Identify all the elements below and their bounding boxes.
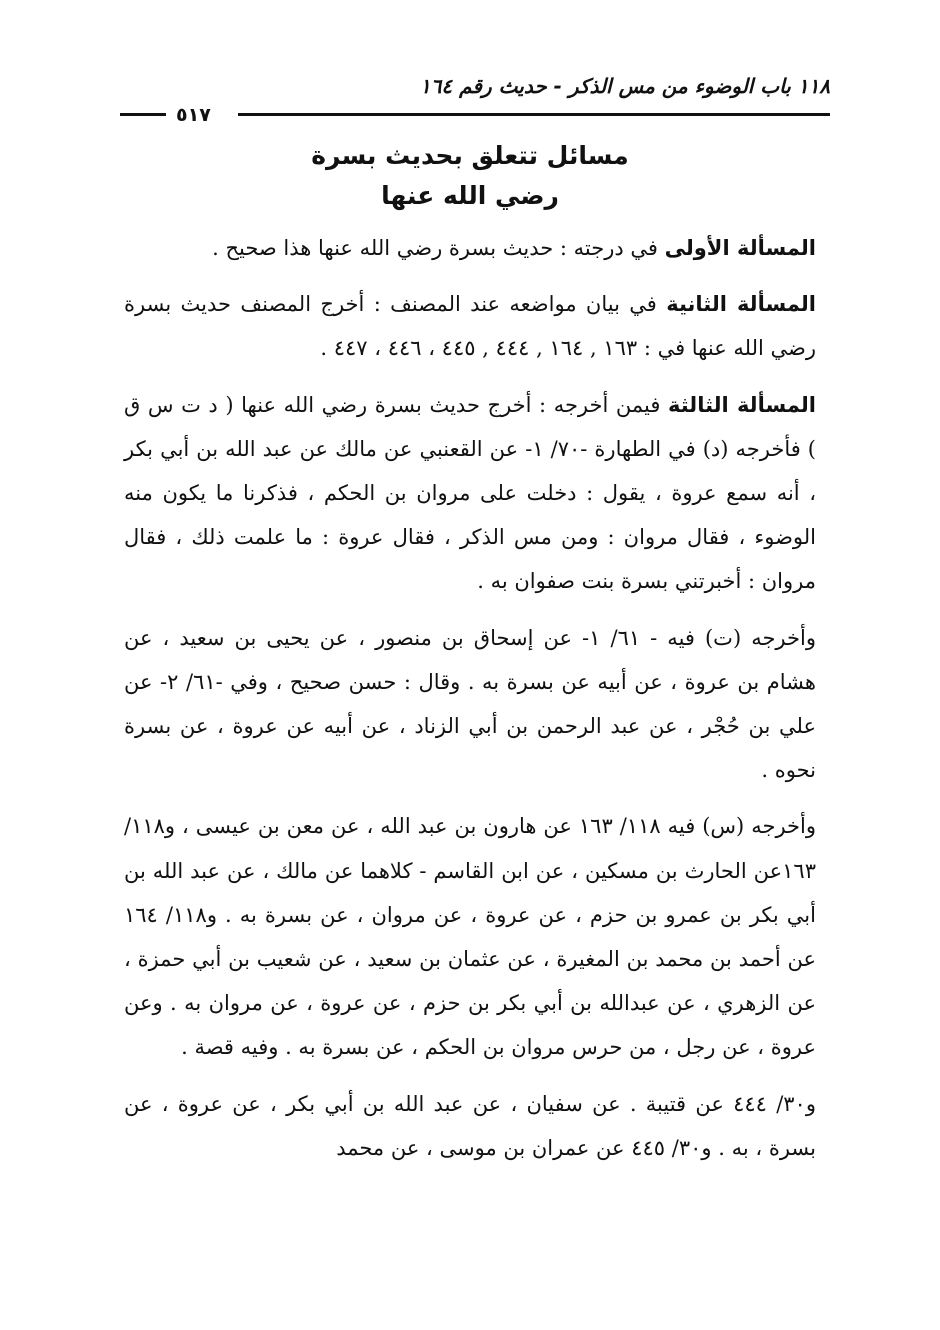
running-header (120, 74, 830, 126)
body-text (124, 226, 816, 1182)
paragraph-4 (124, 616, 816, 793)
page-number: ٥١٧ (176, 104, 211, 126)
header-rule-row (120, 104, 830, 124)
paragraph-6 (124, 1082, 816, 1170)
running-title: ١١٨ باب الوضوء من مس الذكر - حديث رقم ١٦٤ (419, 74, 830, 98)
paragraph-text: في درجته : حديث بسرة رضي الله عنها هذا صحيح . (212, 236, 665, 260)
section-title-line-2: رضي الله عنها (381, 181, 559, 210)
issue-heading: المسألة الثانية (666, 292, 816, 317)
issue-heading: المسألة الثالثة (668, 392, 816, 417)
paragraph-text: وأخرجه (س) فيه ١١٨/ ١٦٣ عن هارون بن عبد الله ، عن معن بن عيسى ، و١١٨/ ١٦٣عن الحارث بن مسكين ، عن ابن القاسم - كلاهما عن مالك ، عن عبد الله بن أبي بكر بن عمرو بن حزم ، عن عروة ، عن مروان ، عن بسرة به . و١١٨/ ١٦٤ عن أحمد بن محمد بن المغيرة ، عن عثمان بن سعيد ، عن شعيب بن أبي حمزة ، عن الزهري ، عن عبدالله بن أبي بكر بن حزم ، عن عروة ، عن مروان به . وعن عروة ، عن رجل ، من حرس مروان بن الحكم ، عن بسرة به . وفيه قصة . (124, 814, 816, 1060)
paragraph-text: وأخرجه (ت) فيه - ٦١/ ١- عن إسحاق بن منصور ، عن يحيى بن سعيد ، عن هشام بن عروة ، عن أبيه عن بسرة به . وقال : حسن صحيح ، وفي -٦١/ ٢- عن علي بن حُجْر ، عن عبد الرحمن بن أبي الزناد ، عن أبيه عن عروة ، عن بسرة نحوه . (124, 625, 816, 783)
issue-heading: المسألة الأولى (664, 236, 816, 260)
paragraph-text: فيمن أخرجه : أخرج حديث بسرة رضي الله عنها ( د ت س ق ) فأخرجه (د) في الطهارة -٧٠/ ١- عن القعنبي عن مالك عن عبد الله بن أبي بكر ، أنه سمع عروة ، يقول : دخلت على مروان بن الحكم ، فذكرنا ما يكون منه الوضوء ، فقال مروان : ومن مس الذكر ، فقال عروة : ما علمت ذلك ، فقال مروان : أخبرتني بسرة بنت صفوان به . (124, 392, 816, 594)
section-title-line-1: مسائل تتعلق بحديث بسرة (311, 141, 629, 170)
paragraph-1 (124, 226, 816, 270)
paragraph-text: و٣٠/ ٤٤٤ عن قتيبة . عن سفيان ، عن عبد الله بن أبي بكر ، عن عروة ، عن بسرة ، به . و٣٠/ ٤٤٥ عن عمران بن موسى ، عن محمد (124, 1091, 816, 1160)
header-rule-left (120, 113, 166, 116)
paragraph-2 (124, 282, 816, 370)
section-title (0, 136, 940, 216)
paragraph-5 (124, 804, 816, 1069)
paragraph-text: في بيان مواضعه عند المصنف : أخرج المصنف حديث بسرة رضي الله عنها في : ١٦٣ , ١٦٤ , ٤٤٤ , ٤٤٥ ، ٤٤٦ ، ٤٤٧ . (124, 292, 816, 361)
paragraph-3 (124, 383, 816, 604)
header-rule-right (238, 113, 830, 116)
